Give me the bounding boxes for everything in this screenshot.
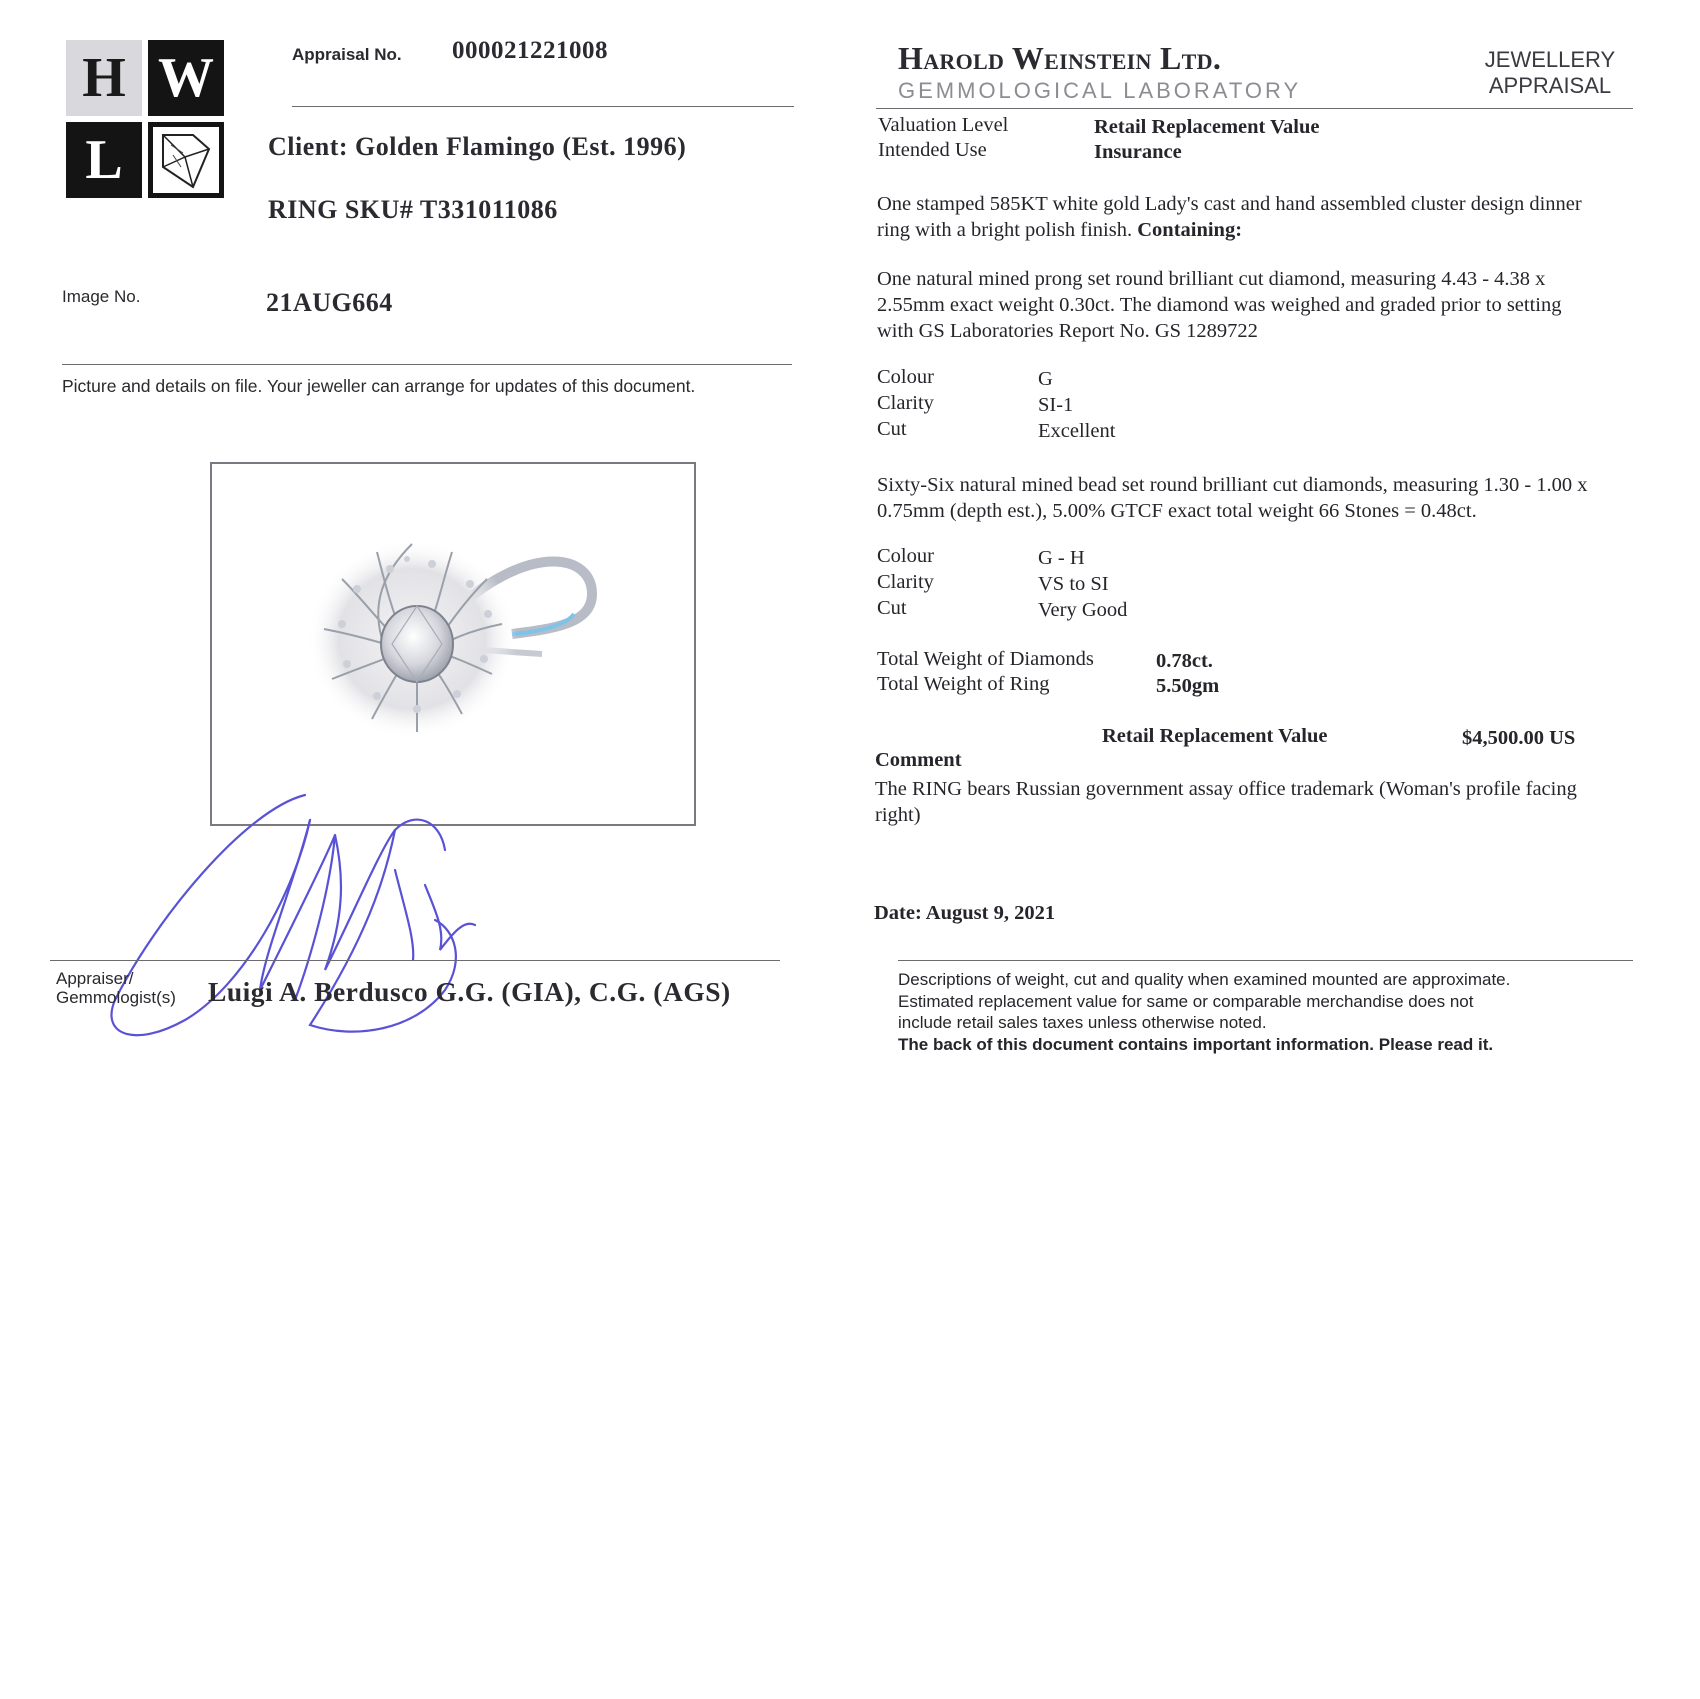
center-stone-description: One natural mined prong set round brilliant cut diamond, measuring 4.43 - 4.38 x 2.55mm exact weight 0.30ct. The diamond was weighed and graded prior to setting with GS Laboratories Report No. GS 1289722 bbox=[877, 268, 1562, 342]
picture-note: Picture and details on file. Your jeweller can arrange for updates of this document. bbox=[62, 376, 696, 396]
divider bbox=[50, 960, 780, 961]
image-number: 21AUG664 bbox=[266, 288, 393, 317]
valuation-level-value: Retail Replacement Value bbox=[1094, 116, 1320, 138]
signature-icon bbox=[95, 790, 495, 1050]
appraiser-name: Luigi A. Berdusco G.G. (GIA), C.G. (AGS) bbox=[208, 976, 731, 1007]
side-clarity-label: Clarity bbox=[877, 571, 934, 593]
divider bbox=[898, 960, 1633, 961]
comment-label: Comment bbox=[875, 749, 962, 771]
side-colour-value: G - H bbox=[1038, 547, 1085, 569]
disclaimer-line4: The back of this document contains important information. Please read it. bbox=[898, 1034, 1494, 1054]
center-colour-value: G bbox=[1038, 368, 1053, 390]
logo-letter-l: L bbox=[66, 122, 142, 198]
total-ring-weight-label: Total Weight of Ring bbox=[877, 673, 1050, 695]
appraiser-label-line1: Appraiser/ bbox=[56, 969, 134, 988]
center-clarity-label: Clarity bbox=[877, 392, 934, 414]
side-colour-label: Colour bbox=[877, 545, 934, 567]
comment-text: The RING bears Russian government assay office trademark (Woman's profile facing right) bbox=[875, 778, 1577, 826]
center-cut-label: Cut bbox=[877, 418, 907, 440]
logo-gemstone-icon bbox=[148, 122, 224, 198]
image-number-label: Image No. bbox=[62, 287, 141, 306]
divider bbox=[292, 106, 794, 107]
appraiser-label-line2: Gemmologist(s) bbox=[56, 988, 176, 1007]
total-diamond-weight-label: Total Weight of Diamonds bbox=[877, 648, 1094, 670]
center-clarity-value: SI-1 bbox=[1038, 394, 1074, 416]
ring-sku: RING SKU# T331011086 bbox=[268, 195, 558, 224]
ring-description bbox=[877, 191, 1597, 243]
appraisal-number: 000021221008 bbox=[452, 37, 608, 64]
side-cut-label: Cut bbox=[877, 597, 907, 619]
client-name: Client: Golden Flamingo (Est. 1996) bbox=[268, 132, 687, 161]
disclaimer-line2: Estimated replacement value for same or comparable merchandise does not bbox=[898, 991, 1474, 1011]
company-subtitle: GEMMOLOGICAL LABORATORY bbox=[898, 78, 1302, 103]
replacement-value-amount: $4,500.00 US bbox=[1462, 727, 1576, 749]
side-cut-value: Very Good bbox=[1038, 599, 1128, 621]
appraiser-label bbox=[56, 969, 176, 1007]
appraisal-number-label: Appraisal No. bbox=[292, 45, 402, 64]
divider bbox=[62, 364, 792, 365]
replacement-value-label: Retail Replacement Value bbox=[1102, 725, 1328, 747]
document-type-line2: APPRAISAL bbox=[1488, 73, 1612, 98]
disclaimer-line3: include retail sales taxes unless otherwise noted. bbox=[898, 1013, 1267, 1032]
ring-description-text: One stamped 585KT white gold Lady's cast and hand assembled cluster design dinner ring with a bright polish finish. bbox=[877, 193, 1582, 241]
company-name: Harold Weinstein Ltd. bbox=[898, 40, 1222, 76]
ring-photo bbox=[210, 462, 696, 826]
intended-use-label: Intended Use bbox=[878, 139, 987, 161]
appraisal-date: Date: August 9, 2021 bbox=[874, 902, 1056, 924]
side-clarity-value: VS to SI bbox=[1038, 573, 1109, 595]
containing-label: Containing: bbox=[1137, 219, 1243, 241]
logo-letter-w: W bbox=[148, 40, 224, 116]
document-type bbox=[1480, 47, 1620, 99]
hwl-logo bbox=[66, 40, 226, 200]
center-colour-label: Colour bbox=[877, 366, 934, 388]
disclaimer-line1: Descriptions of weight, cut and quality when examined mounted are approximate. bbox=[898, 970, 1511, 989]
side-stones-description: Sixty-Six natural mined bead set round brilliant cut diamonds, measuring 1.30 - 1.00 x 0.75mm (depth est.), 5.00% GTCF exact total weight 66 Stones = 0.48ct. bbox=[877, 474, 1588, 522]
total-diamond-weight-value: 0.78ct. bbox=[1156, 650, 1213, 672]
valuation-level-label: Valuation Level bbox=[878, 114, 1009, 136]
document-type-line1: JEWELLERY bbox=[1484, 47, 1616, 72]
center-cut-value: Excellent bbox=[1038, 420, 1116, 442]
logo-letter-h: H bbox=[66, 40, 142, 116]
total-ring-weight-value: 5.50gm bbox=[1156, 675, 1220, 697]
intended-use-value: Insurance bbox=[1094, 141, 1182, 163]
divider bbox=[876, 108, 1633, 109]
disclaimer bbox=[898, 969, 1638, 1055]
